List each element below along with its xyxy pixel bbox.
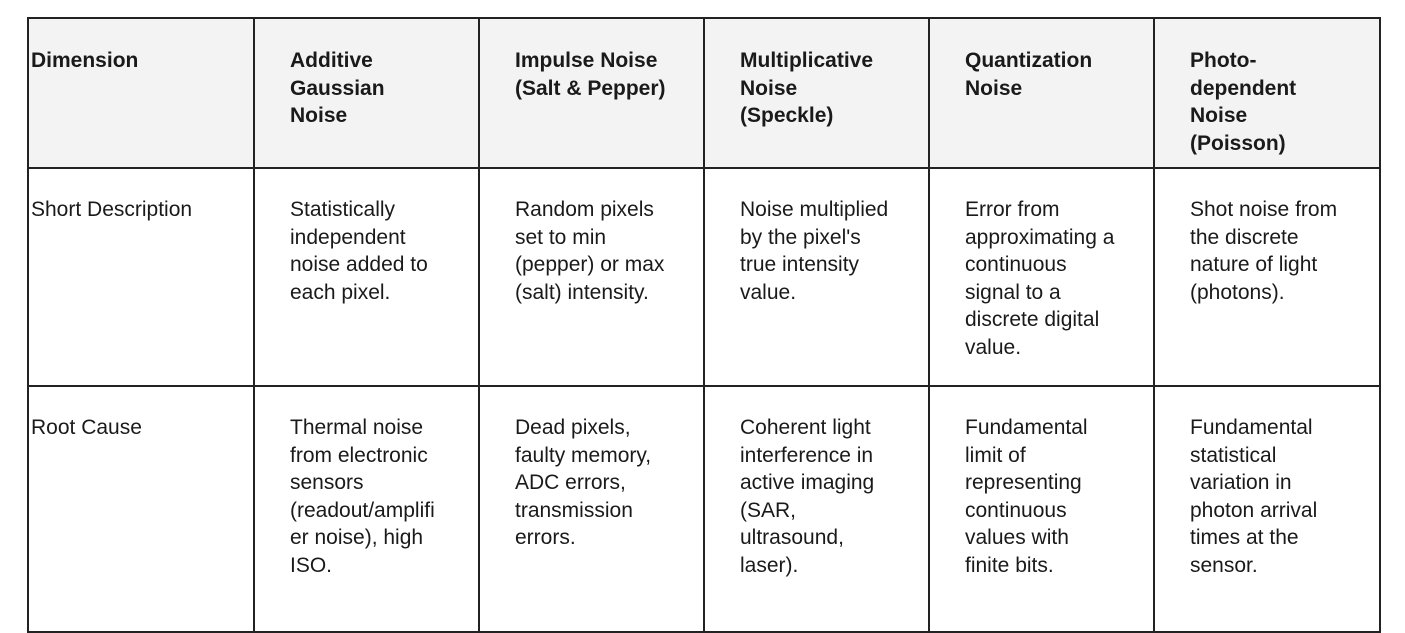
table-cell: Coherent light interference in active imaging (SAR, ultrasound, laser). <box>704 386 929 632</box>
header-quantization: Quantization Noise <box>929 18 1154 168</box>
table-header-row <box>28 18 1380 168</box>
row-label: Short Description <box>28 168 254 386</box>
table-cell: Fundamental limit of representing continuous values with finite bits. <box>929 386 1154 632</box>
table-cell: Fundamental statistical variation in photon arrival times at the sensor. <box>1154 386 1380 632</box>
header-additive-gaussian: Additive Gaussian Noise <box>254 18 479 168</box>
table-cell: Error from approximating a continuous signal to a discrete digital value. <box>929 168 1154 386</box>
header-impulse: Impulse Noise (Salt & Pepper) <box>479 18 704 168</box>
table-cell: Dead pixels, faulty memory, ADC errors, transmission errors. <box>479 386 704 632</box>
table-cell: Shot noise from the discrete nature of light (photons). <box>1154 168 1380 386</box>
table-row-short-description <box>28 168 1380 386</box>
header-dimension: Dimension <box>28 18 254 168</box>
table-cell: Random pixels set to min (pepper) or max (salt) intensity. <box>479 168 704 386</box>
noise-comparison-table <box>27 17 1381 633</box>
header-multiplicative: Multiplicative Noise (Speckle) <box>704 18 929 168</box>
table-cell: Statistically independent noise added to each pixel. <box>254 168 479 386</box>
table-row-root-cause <box>28 386 1380 632</box>
table-cell: Thermal noise from electronic sensors (readout/amplifier noise), high ISO. <box>254 386 479 632</box>
table-cell: Noise multiplied by the pixel's true intensity value. <box>704 168 929 386</box>
row-label: Root Cause <box>28 386 254 632</box>
header-photo-dependent: Photo-dependent Noise (Poisson) <box>1154 18 1380 168</box>
